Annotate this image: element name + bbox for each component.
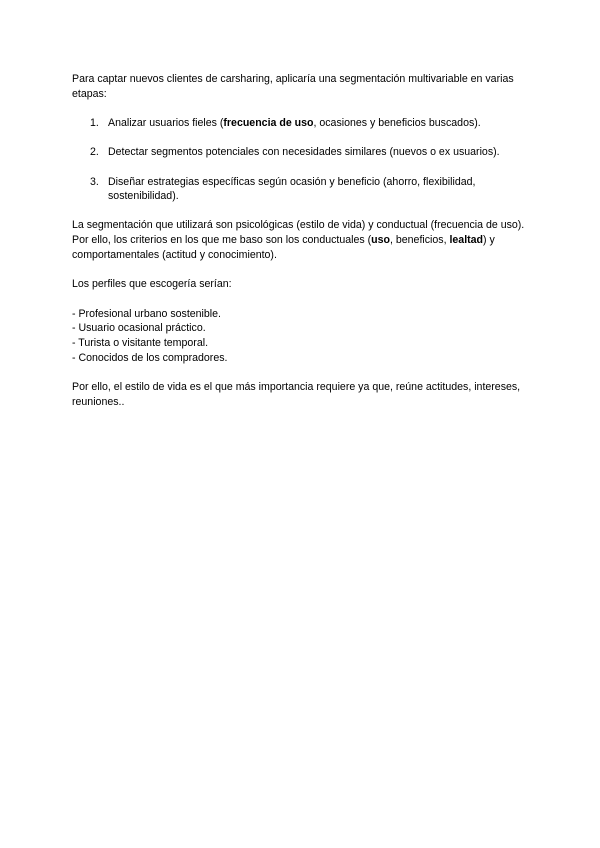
segmentation-text: ) y comportamentales (actitud y conocimiento). bbox=[72, 233, 495, 261]
profile-item: - Profesional urbano sostenible. bbox=[72, 307, 221, 320]
profile-item: - Turista o visitante temporal. bbox=[72, 336, 209, 349]
profiles-list bbox=[72, 307, 532, 365]
list-item bbox=[72, 175, 532, 204]
step-text: Diseñar estrategias específicas según ocasión y beneficio (ahorro, flexibilidad, sostenibilidad). bbox=[108, 175, 476, 203]
document-page bbox=[72, 72, 532, 409]
segmentation-paragraph bbox=[72, 218, 532, 262]
list-number: 3. bbox=[90, 175, 99, 188]
conclusion-paragraph: Por ello, el estilo de vida es el que más importancia requiere ya que, reúne actitudes, intereses, reuniones.. bbox=[72, 381, 521, 408]
segmentation-bold-uso: uso bbox=[371, 233, 390, 246]
profile-item: - Usuario ocasional práctico. bbox=[72, 322, 206, 335]
intro-paragraph: Para captar nuevos clientes de carsharing, aplicaría una segmentación multivariable en varias etapas: bbox=[72, 73, 514, 100]
list-number: 2. bbox=[90, 146, 99, 159]
segmentation-bold-lealtad: lealtad bbox=[449, 233, 484, 246]
segmentation-text: , beneficios, bbox=[389, 233, 450, 246]
profile-item: - Conocidos de los compradores. bbox=[72, 351, 228, 364]
step-text-after: , ocasiones y beneficios buscados). bbox=[313, 117, 481, 130]
segmentation-text: La segmentación que utilizará son psicológicas (estilo de vida) y conductual (frecuencia de uso). Por ello, los criterios en los que me baso son los conductuales ( bbox=[72, 219, 525, 246]
profiles-heading: Los perfiles que escogería serían: bbox=[72, 278, 232, 291]
step-text-bold: frecuencia de uso bbox=[223, 117, 314, 130]
list-number: 1. bbox=[90, 117, 99, 130]
list-item bbox=[72, 116, 532, 131]
steps-list bbox=[72, 116, 532, 204]
step-text: Detectar segmentos potenciales con necesidades similares (nuevos o ex usuarios). bbox=[108, 146, 500, 159]
list-item bbox=[72, 145, 532, 160]
step-text-before: Analizar usuarios fieles ( bbox=[108, 117, 224, 130]
